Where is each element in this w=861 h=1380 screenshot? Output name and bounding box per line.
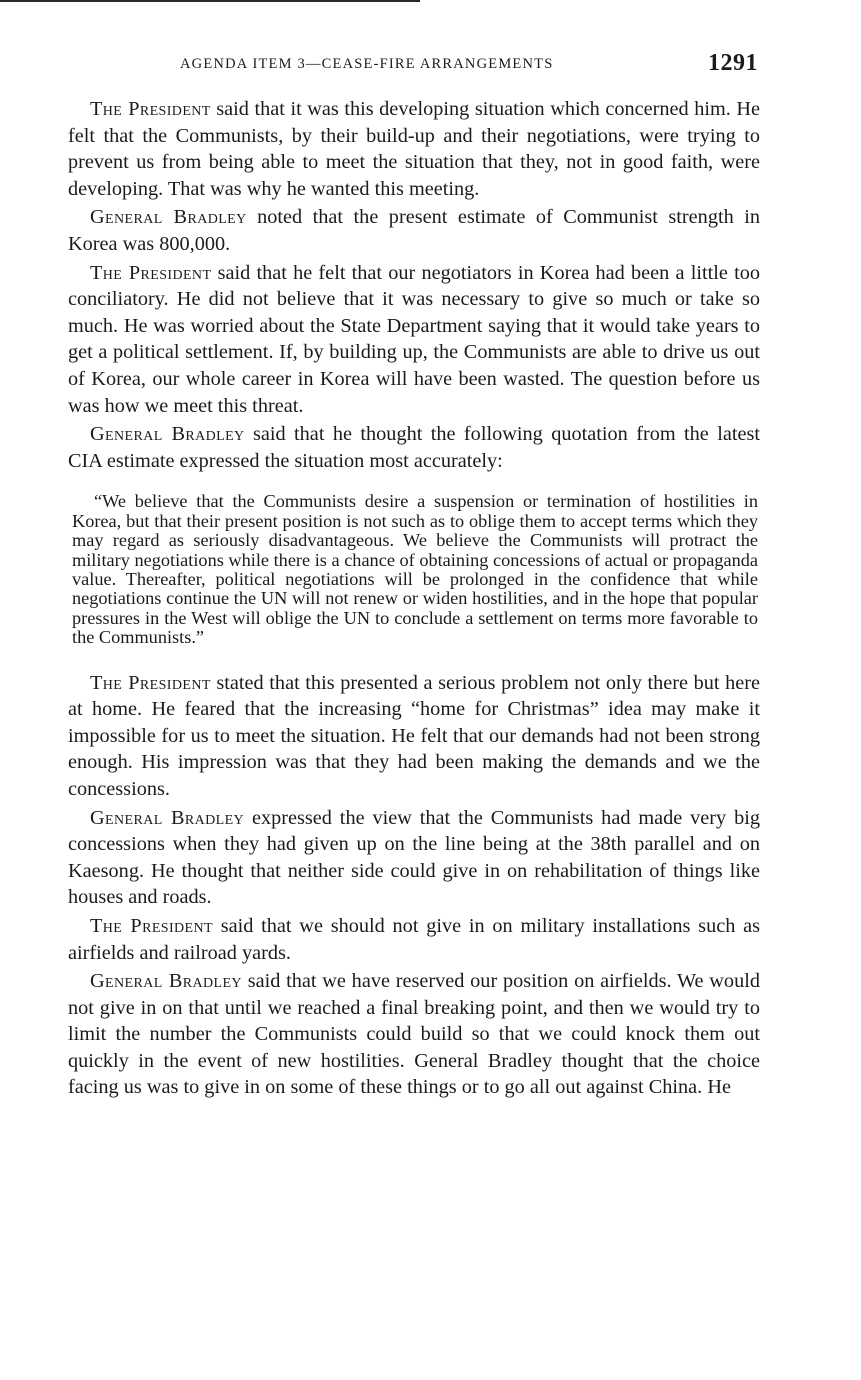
top-rule (0, 0, 420, 2)
paragraph-text: expressed the view that the Communists had made very big concessions when they had given up on the line being at the 38th parallel and on Kaesong. He thought that neither side could give in on rehabilitation of things like houses and roads. (68, 806, 761, 909)
paragraph-6 (68, 805, 760, 911)
running-head (180, 50, 758, 82)
paragraph-4 (68, 421, 760, 474)
paragraph-text: noted that the present estimate of Communist strength in Korea was 800,000. (68, 206, 760, 255)
speaker-name: The President (90, 98, 211, 120)
speaker-name: General Bradley (90, 206, 247, 229)
speaker-name: General Bradley (90, 970, 242, 993)
paragraph-7 (68, 913, 760, 966)
paragraph-2 (68, 204, 760, 257)
paragraph-text: said that he felt that our negotiators in Korea had been a little too conciliatory. He did not believe that it was necessary to give so much or take so much. He was worried about the State Department saying that it would take years to get a political settlement. If, by building up, the Communists are able to drive us out of Korea, our whole career in Korea will have been wasted. The question before us was how we meet this threat. (68, 261, 760, 417)
paragraph-1 (68, 96, 760, 202)
paragraph-text: stated that this presented a serious problem not only there but here at home. He feared that the increasing “home for Christmas” idea may make it impossible for us to meet the situation. He felt that our demands had not been strong enough. His impression was that they had been making the demands and we the concessions. (68, 671, 760, 800)
paragraph-3 (68, 260, 760, 420)
page-number: 1291 (708, 50, 758, 76)
paragraph-text: said that we should not give in on military installations such as airfields and railroad yards. (68, 914, 760, 964)
speaker-name: General Bradley (90, 423, 245, 446)
speaker-name: General Bradley (90, 806, 245, 829)
paragraph-text: said that he thought the following quotation from the latest CIA estimate expressed the situation most accurately: (68, 423, 760, 472)
speaker-name: The President (90, 261, 212, 284)
paragraph-5 (68, 670, 760, 803)
paragraph-text: said that it was this developing situation which concerned him. He felt that the Communists, by their build-up and their negotiations, were trying to prevent us from being able to meet the situation that they, not in good faith, were developing. That was why he wanted this meeting. (68, 98, 760, 200)
body-text (68, 96, 760, 1103)
speaker-name: The President (90, 914, 213, 937)
paragraph-8 (68, 968, 760, 1101)
running-title: AGENDA ITEM 3—CEASE-FIRE ARRANGEMENTS (180, 56, 554, 72)
cia-quotation: “We believe that the Communists desire a suspension or termination of hostilities in Korea, but that their present position is not such as to oblige them to accept terms which they may regard as seriously disadvantageous. We believe the Communists will protract the military negotiations while there is a chance of obtaining concessions of actual or propaganda value. Thereafter, political negotiations will be prolonged in the confidence that while negotiations continue the UN will not renew or widen hostilities, and in the hope that popular pressures in the West will oblige the UN to conclude a settlement on terms more favorable to the Communists.” (72, 491, 758, 648)
paragraph-text: said that we have reserved our position on airfields. We would not give in on that until we reached a final breaking point, and then we would try to limit the number the Communists could build so that we could knock them out quickly in the event of new hostilities. General Bradley thought that the choice facing us was to give in on some of these things or to go all out against China. He (68, 970, 760, 1099)
speaker-name: The President (90, 671, 211, 694)
